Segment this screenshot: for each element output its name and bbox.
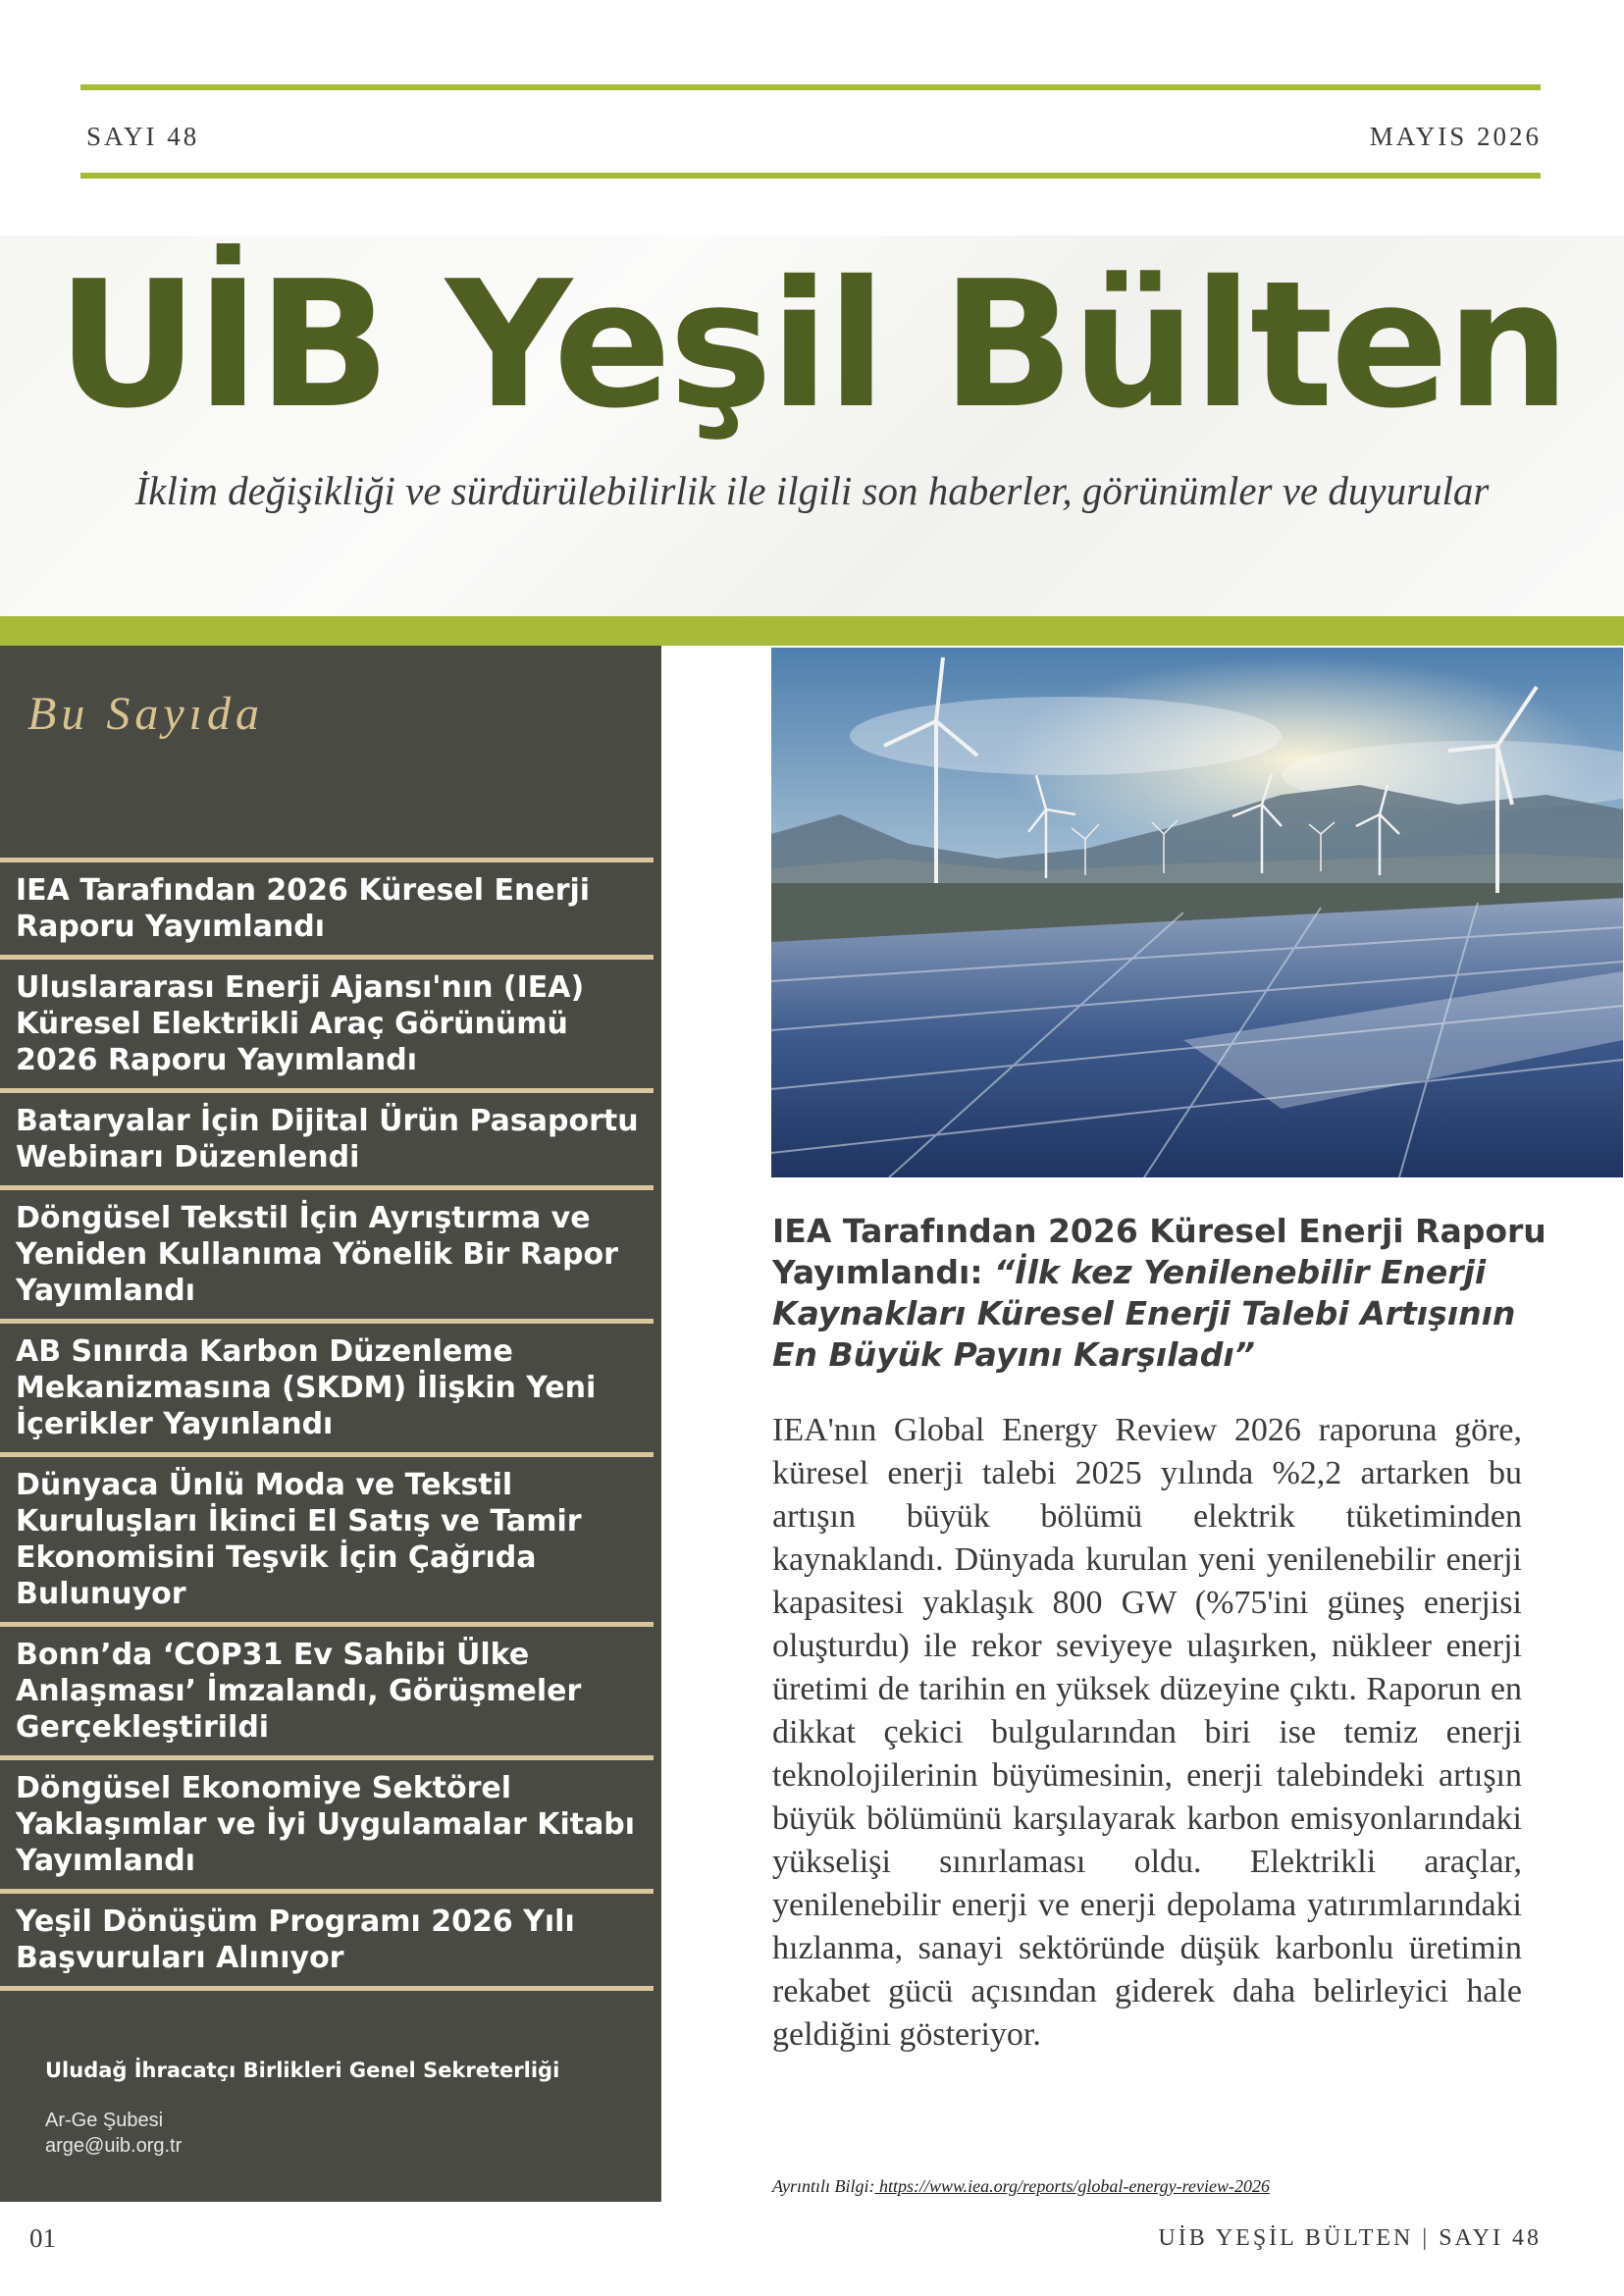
more-info bbox=[772, 2176, 1270, 2197]
toc-item-label: Yeşil Dönüşüm Programı 2026 Yılı Başvuruları Alınıyor bbox=[16, 1905, 575, 1975]
toc-item-label: Bonn’da ‘COP31 Ev Sahibi Ülke Anlaşması’ İmzalandı, Görüşmeler Gerçekleştirildi bbox=[16, 1638, 582, 1745]
toc-item[interactable] bbox=[0, 1755, 654, 1889]
toc-item[interactable] bbox=[0, 858, 654, 955]
toc-item[interactable] bbox=[0, 1088, 654, 1185]
toc-item-label: Bataryalar İçin Dijital Ürün Pasaportu Webinarı Düzenlendi bbox=[16, 1104, 639, 1174]
issue-number: SAYI 48 bbox=[86, 122, 200, 151]
toc-item-label: Döngüsel Tekstil İçin Ayrıştırma ve Yeniden Kullanıma Yönelik Bir Rapor Yayımlandı bbox=[16, 1201, 618, 1308]
toc-item-label: AB Sınırda Karbon Düzenleme Mekanizmasına (SKDM) İlişkin Yeni İçerikler Yayınlandı bbox=[16, 1334, 597, 1441]
more-info-label: Ayrıntılı Bilgi: bbox=[772, 2176, 875, 2196]
more-info-link[interactable]: https://www.iea.org/reports/global-energy-review-2026 bbox=[874, 2176, 1270, 2196]
issue-date: MAYIS 2026 bbox=[1369, 122, 1542, 151]
wind-turbines-solar-panels-photo bbox=[771, 648, 1623, 1177]
department-name: Ar-Ge Şubesi bbox=[45, 2110, 164, 2131]
toc-item[interactable] bbox=[0, 1452, 654, 1622]
page-number: 01 bbox=[29, 2223, 56, 2253]
toc-item-label: Uluslararası Enerji Ajansı'nın (IEA) Küresel Elektrikli Araç Görünümü 2026 Raporu Yayımlandı bbox=[16, 970, 585, 1077]
organization-name: Uludağ İhracatçı Birlikleri Genel Sekreterliği bbox=[45, 2059, 560, 2082]
contact-email[interactable]: arge@uib.org.tr bbox=[45, 2135, 183, 2157]
top-rule bbox=[80, 84, 1541, 90]
toc-divider bbox=[0, 1986, 654, 1991]
landscape-illustration bbox=[771, 648, 1623, 1177]
article-body: IEA'nın Global Energy Review 2026 raporuna göre, küresel enerji talebi 2025 yılında %2,2 artarken bu artışın büyük bölümü elektrik tüketiminden kaynaklandı. Dünyada kurulan yeni yenilenebilir enerji kapasitesi yaklaşık 800 GW (%75'ini güneş enerjisi oluşturdu) ile rekor seviyeye ulaşırken, nükleer enerji üretimi de tarihin en yüksek düzeyine çıktı. Raporun en dikkat çekici bulgularından biri ise temiz enerji teknolojilerinin büyümesinin, enerji talebindeki artışın büyük bölümünü karşılayarak karbon emisyonlarındaki yükselişi sınırlaması oldu. Elektrikli araçlar, yenilenebilir enerji ve enerji depolama yatırımlarındaki hızlanma, sanayi sektöründe düşük karbonlu üretimin rekabet gücü açısından giderek daha belirleyici hale geldiğini gösteriyor. bbox=[772, 1412, 1522, 2053]
article-title-text: IEA Tarafından 2026 Küresel Enerji Raporu Yayımlandı: bbox=[772, 1212, 1546, 1291]
toc-item[interactable] bbox=[0, 1889, 654, 1986]
newsletter-title: UİB Yeşil Bülten bbox=[56, 243, 1568, 446]
toc-item[interactable] bbox=[0, 1185, 654, 1319]
toc-item-label: IEA Tarafından 2026 Küresel Enerji Raporu Yayımlandı bbox=[16, 873, 591, 944]
toc-item[interactable] bbox=[0, 1319, 654, 1452]
article-title bbox=[772, 1211, 1567, 1376]
toc-item-label: Döngüsel Ekonomiye Sektörel Yaklaşımlar ve İyi Uygulamalar Kitabı Yayımlandı bbox=[16, 1771, 636, 1878]
footer-title: UİB YEŞİL BÜLTEN | SAYI 48 bbox=[1158, 2225, 1542, 2251]
sidebar bbox=[0, 646, 661, 2202]
toc-item-label: Dünyaca Ünlü Moda ve Tekstil Kuruluşları İkinci El Satış ve Tamir Ekonomisini Teşvik İçin Çağrıda Bulunuyor bbox=[16, 1468, 582, 1611]
toc-item[interactable] bbox=[0, 1622, 654, 1755]
article-title-quote: “İlk kez Yenilenebilir Enerji Kaynakları Küresel Enerji Talebi Artışının En Büyük Payını Karşıladı” bbox=[772, 1253, 1516, 1374]
sidebar-heading: Bu Sayıda bbox=[27, 688, 264, 740]
green-band bbox=[0, 616, 1624, 646]
table-of-contents bbox=[0, 858, 661, 1991]
toc-item[interactable] bbox=[0, 955, 654, 1088]
bottom-rule bbox=[80, 173, 1541, 179]
masthead bbox=[0, 235, 1624, 616]
newsletter-subtitle: İklim değişikliği ve sürdürülebilirlik ile ilgili son haberler, görünümler ve duyurular bbox=[134, 468, 1490, 513]
